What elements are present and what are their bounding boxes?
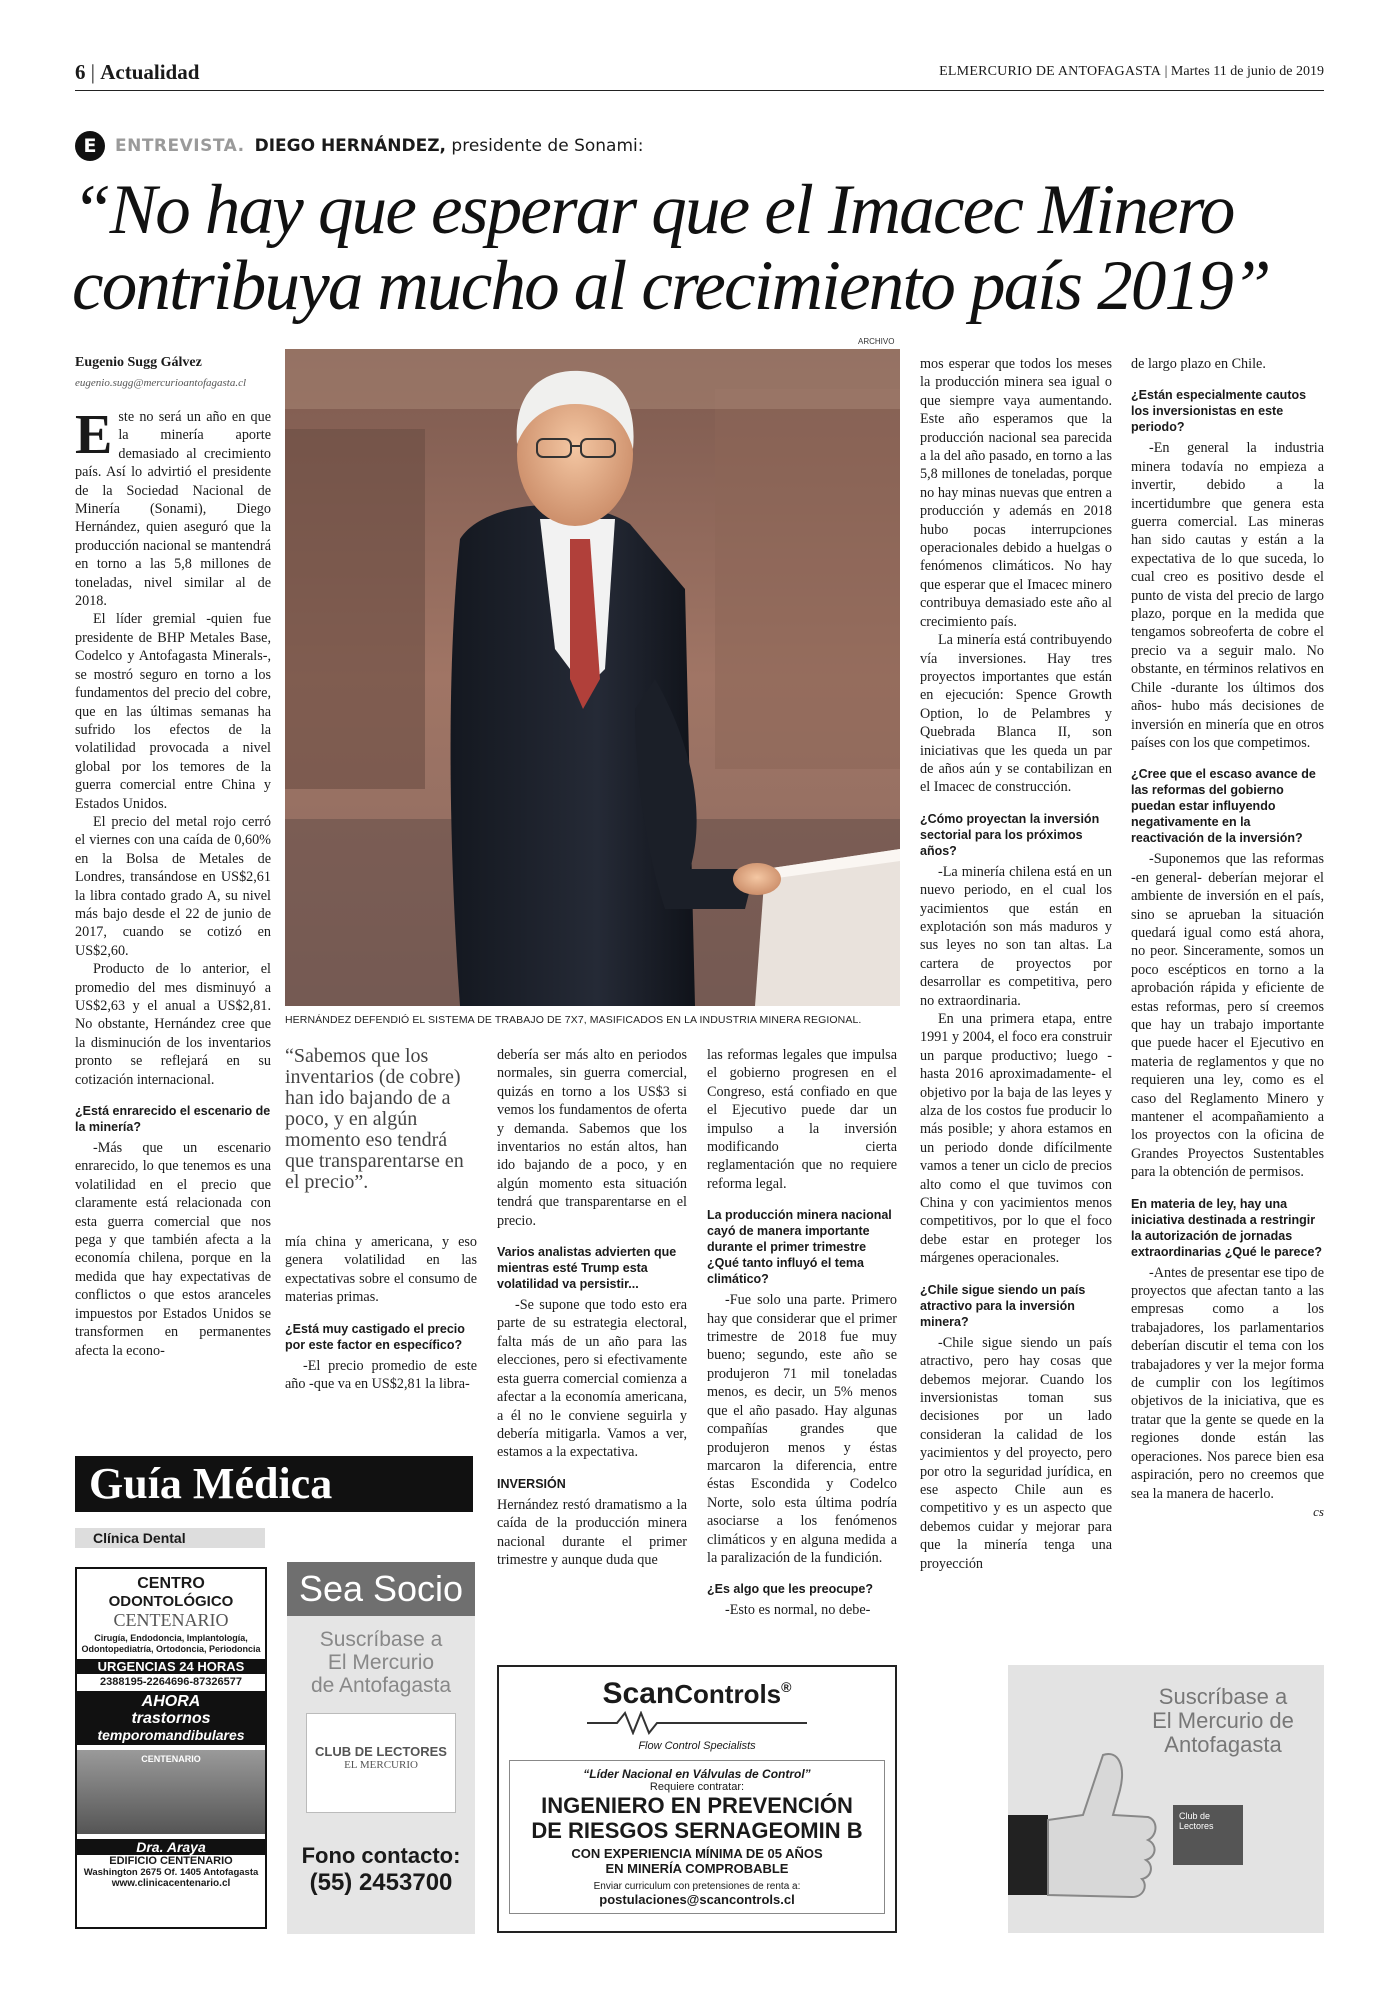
paper-masthead: ELMERCURIO DE ANTOFAGASTA | Martes 11 de junio de 2019: [939, 64, 1324, 79]
ad-doctor: Dra. Araya: [77, 1839, 265, 1855]
ad-building: EDIFICIO CENTENARIO: [109, 1855, 233, 1867]
dental-clinic-ad[interactable]: [75, 1567, 267, 1929]
ad-job-line: INGENIERO EN PREVENCIÓN: [541, 1793, 853, 1818]
card-line: CLUB DE LECTORES: [315, 1744, 447, 1759]
ad-line: Antofagasta: [1164, 1732, 1282, 1757]
job-ad-scancontrols[interactable]: [497, 1665, 897, 1933]
interview-kicker: [75, 131, 643, 161]
interview-answer: -Fue solo una parte. Primero hay que considerar que el primer trimestre de 2018 fue muy bueno; segundo, este año se produjeron 71 mil toneladas menos, es decir, un 5% menos que el año pasado. Hay algunas compañías grandes que produjeron menos y éstas marcaron la diferencia, entre éstas Escondida y Codelco Norte, solo esta última podría asociarse a los fenómenos climáticos y en alguna medida a la paralización de la fundición.: [707, 1292, 897, 1566]
paragraph: mos esperar que todos los meses la producción minera sea igual o que siempre vaya aumentando. Este año esperamos que la producción nacional sea parecida a la del año pasado, en torno a las 5,8 millones de toneladas, porque no hay minas nuevas que entren a producción y además en 2018 hubo pocas interrupciones operacionales debido a huelgas o fenómenos climáticos. No hay que esperar que el Imacec minero contribuya demasiado este año al crecimiento país.: [920, 356, 1112, 630]
headline: “No hay que esperar que el Imacec Minero contribuya mucho al crecimiento país 2019”: [72, 171, 1270, 325]
ad-title: Sea Socio: [287, 1562, 475, 1616]
paragraph: Hernández restó dramatismo a la caída de la producción minera nacional durante el primer trimestre y aunque duda que: [497, 1496, 687, 1568]
interview-question: Varios analistas advierten que mientras esté Trump esta volatilidad va persistir...: [497, 1245, 677, 1292]
interview-question: ¿Están especialmente cautos los inversionistas en este periodo?: [1131, 388, 1307, 435]
section-name: Actualidad: [100, 60, 200, 84]
article-lead: ste no será un año en que la minería aporte demasiado al crecimiento país. Así lo advirtió el presidente de la Sociedad Nacional de Minería (Sonami), Diego Hernández, quien aseguró que la producción nacional se mantendrá en torno a las 5,8 millones de toneladas, nivel similar al de 2018.: [75, 409, 271, 610]
ad-tras2: temporomandibulares: [97, 1727, 245, 1743]
interview-answer: -Más que un escenario enrarecido, lo que tenemos es una volatilidad en el precio que claramente está relacionada con esta guerra comercial que nos pega y que también afecta a la economía chilena, porque en la medida que hay expectativas de conflictos o que estos aranceles impuestos por Estados Unidos se transformen en permanentes afecta la econo-: [75, 1140, 271, 1359]
paragraph: mía china y americana, y eso genera volatilidad en las expectativas sobre el consumo de materias primas.: [285, 1234, 477, 1306]
ad-job-line: DE RIESGOS SERNAGEOMIN B: [531, 1818, 863, 1843]
paragraph: de largo plazo en Chile.: [1131, 356, 1266, 372]
interview-answer: -Suponemos que las reformas -en general- deberían mejorar el ambiente de inversión en el país, sino se aprueban la situación quedará igual como está ahora, no peor. Sinceramente, somos un poco escépticos en torno a la aprobación rápida y eficiente de estas reformas, pero sí creemos que hay un trabajo importante que puede hacer el Ejecutivo en materia de reglamentos y que no requieren una ley, como es el caso del Reglamento Minero y mantener el acompañamiento a los proyectos con la oficina de Grandes Proyectos Sustentables para la obtención de permisos.: [1131, 851, 1324, 1181]
ad-exp: CON EXPERIENCIA MÍNIMA DE 05 AÑOS: [571, 1846, 823, 1861]
end-mark: cs: [1313, 1503, 1324, 1519]
article-column-3: [497, 1046, 687, 1569]
page-number: 6: [75, 60, 86, 84]
waveform-icon: [587, 1711, 807, 1735]
portrait-photo: [285, 349, 900, 1006]
guia-medica-banner: Guía Médica: [75, 1456, 473, 1512]
interview-question: La producción minera nacional cayó de manera importante durante el primer trimestre ¿Qué tanto influyó el tema climático?: [707, 1208, 892, 1287]
article-column-5: [920, 355, 1112, 1573]
paragraph: Producto de lo anterior, el promedio del mes disminuyó a US$2,63 y el anual a US$2,81. No obstante, Hernández cree que la disminución de los inventarios pronto se reflejará en su cotización internacional.: [75, 961, 271, 1088]
paragraph: las reformas legales que impulsa el gobierno progresen en el Congreso, está confiado en que el Ejecutivo puede dar un impulso a la inversión modificando cierta reglamentación que no requiere reforma legal.: [707, 1047, 897, 1192]
interview-answer: -La minería chilena está en un nuevo periodo, en el cual los yacimientos que están en explotación son más maduros y sus leyes no son tan altas. La cartera de proyectos por desarrollar es competitiva, pero no extraordinaria.: [920, 863, 1112, 1009]
ad-line: Suscríbase a: [1158, 1684, 1288, 1709]
ad-send: Enviar curriculum con pretensiones de renta a:: [593, 1881, 801, 1892]
subheading: INVERSIÓN: [497, 1476, 566, 1491]
ad-line: CENTENARIO: [113, 1610, 229, 1630]
club-card: [306, 1713, 456, 1813]
thumbs-up-icon: [1008, 1745, 1158, 1905]
byline: [75, 355, 285, 389]
kicker-name: DIEGO HERNÁNDEZ,: [254, 136, 447, 156]
scan-logo: ScanControls®: [602, 1677, 792, 1710]
byline-email: eugenio.sugg@mercurioantofagasta.cl: [75, 377, 247, 389]
ad-email[interactable]: postulaciones@scancontrols.cl: [599, 1892, 795, 1907]
paragraph: debería ser más alto en periodos normales, sin guerra comercial, quizás en torno a los US$3 si vemos los fundamentos de oferta y demanda. Sabemos que los inventarios no están altos, han ido bajando de a poco, y en algún momento esta situación tendrá que transparentarse en el precio.: [497, 1047, 687, 1229]
logo-part: Scan: [602, 1677, 675, 1710]
paragraph: El líder gremial -quien fue presidente de BHP Metales Base, Codelco y Antofagasta Minerals-, se mostró seguro en torno a los fundamentos del precio del cobre, que en las últimas semanas ha sufrido los efectos de la volatilidad provocada a nivel global por los temores de la guerra comercial entre China y Estados Unidos.: [75, 611, 271, 812]
club-card: Club de Lectores: [1173, 1805, 1243, 1865]
kicker-label: ENTREVISTA.: [115, 136, 245, 156]
photo-credit: ARCHIVO: [858, 337, 895, 346]
photo-caption: HERNÁNDEZ DEFENDIÓ EL SISTEMA DE TRABAJO DE 7X7, MASIFICADOS EN LA INDUSTRIA MINERA REGIONAL.: [285, 1014, 862, 1026]
interview-question: En materia de ley, hay una iniciativa destinada a restringir la autorización de jornadas extraordinarias ¿Qué le parece?: [1131, 1196, 1323, 1259]
ad-urgencias: URGENCIAS 24 HORAS: [77, 1659, 265, 1674]
ad-line: CENTRO: [137, 1575, 205, 1592]
ad-line: El Mercurio de: [1152, 1708, 1294, 1733]
pull-quote: “Sabemos que los inventarios (de cobre) han ido bajando de a poco, y en algún momento eso tendrá que transparentarse en el precio”.: [285, 1045, 464, 1193]
paragraph: El precio del metal rojo cerró el viernes con una caída de 0,60% en la Bolsa de Metales de Londres, transándose en US$2,61 la libra contado grado A, su nivel más bajo desde el 22 de junio de 2017, cuando se cotizó en US$2,60.: [75, 813, 271, 959]
interview-question: ¿Está muy castigado el precio por este factor en específico?: [285, 1321, 465, 1352]
interview-answer: -El precio promedio de este año -que va en US$2,81 la libra-: [285, 1357, 477, 1393]
interview-question: ¿Cómo proyectan la inversión sectorial para los próximos años?: [920, 811, 1100, 858]
ad-line: de Antofagasta: [310, 1674, 452, 1697]
ad-line: Suscríbase a: [319, 1628, 443, 1651]
paragraph: La minería está contribuyendo vía inversiones. Hay tres proyectos importantes que están en ejecución: Spence Growth Option, lo de Pelambres y Quebrada Blanca II, son iniciativas que les queda un par de años aún y se contabilizan en el Imacec de construcción.: [920, 632, 1112, 796]
ad-ahora: AHORA: [141, 1693, 201, 1710]
article-column-2: [285, 1233, 477, 1393]
article-column-1: [75, 404, 271, 1360]
interview-answer: -En general la industria minera todavía no empieza a invertir, debido a la incertidumbre que genera esta guerra comercial. Las mineras han sido cautas y están a la expectativa de lo que suceda, lo cual creo es positivo desde el punto de vista del precio de largo plazo, porque en la medida que tengamos sobreoferta de cobre el precio va a seguir malo. No obstante, en términos relativos en Chile -durante los últimos dos años- hubo más decisiones de inversión en minería que en otros países con los que competimos.: [1131, 440, 1324, 751]
interview-question: ¿Chile sigue siendo un país atractivo para la inversión minera?: [920, 1282, 1086, 1329]
subscription-ad[interactable]: [287, 1562, 475, 1934]
interview-answer: -Chile sigue siendo un país atractivo, pero hay cosas que debemos mejorar. Cuando los inversionistas toman sus decisiones por un lado consideran la calidad de los yacimientos y del proyecto, pero por otro la seguridad jurídica, en ese aspecto Chile aun es competitivo y es un aspecto que debemos cuidar y mejorar para que la minería tenga una proyección: [920, 1334, 1112, 1572]
ad-tagline: Flow Control Specialists: [638, 1740, 756, 1752]
interview-badge-icon: E: [75, 131, 105, 161]
interview-answer: -Esto es normal, no debe-: [725, 1602, 871, 1619]
card-line: EL MERCURIO: [344, 1759, 418, 1771]
ad-phone[interactable]: (55) 2453700: [309, 1869, 453, 1896]
interview-answer: -Se supone que todo esto era parte de su estrategia electoral, falta más de un año para las elecciones, pero si efectivamente esta guerra comercial comienza a afectar a la economía americana, a él no le conviene seguirla y debería mitigarla. Vamos a ver, estamos a la expectativa.: [497, 1297, 687, 1461]
paper-date: Martes 11 de junio de 2019: [1170, 64, 1324, 79]
interview-question: ¿Es algo que les preocupe?: [707, 1582, 874, 1597]
photo-brand: CENTENARIO: [141, 1754, 201, 1764]
header-rule: [75, 90, 1324, 91]
page-section-header: 6 | Actualidad: [75, 60, 200, 84]
byline-author: Eugenio Sugg Gálvez: [75, 355, 202, 370]
guia-subsection: Clínica Dental: [75, 1528, 265, 1548]
ad-web[interactable]: www.clinicacentenario.cl: [111, 1878, 231, 1889]
ad-services: Cirugía, Endodoncia, Implantología, Odontopediatría, Ortodoncia, Periodoncia: [81, 1633, 261, 1654]
ad-phones: 2388195-2264696-87326577: [100, 1676, 242, 1688]
ad-leader: “Líder Nacional en Válvulas de Control”: [583, 1767, 811, 1781]
interview-question: ¿Cree que el escaso avance de las reformas del gobierno puedan estar influyendo negativamente en la reactivación de la inversión?: [1131, 767, 1316, 846]
ad-contact: Fono contacto:: [301, 1843, 461, 1868]
ad-address: Washington 2675 Of. 1405 Antofagasta: [83, 1867, 259, 1878]
ad-exp: EN MINERÍA COMPROBABLE: [605, 1861, 789, 1876]
article-column-6: [1131, 355, 1324, 1521]
article-column-4: [707, 1046, 897, 1620]
ad-line: ODONTOLÓGICO: [108, 1593, 234, 1610]
ad-tras1: trastornos: [131, 1710, 211, 1727]
staff-photo: [77, 1750, 265, 1834]
interview-question: ¿Está enrarecido el escenario de la minería?: [75, 1104, 271, 1135]
portrait-illustration: [285, 349, 900, 1006]
logo-part: Controls: [674, 1679, 782, 1709]
paragraph: En una primera etapa, entre 1991 y 2004, el foco era construir un parque productivo; luego -hasta 2016 aproximadamente- el objetivo por la baja de las leyes y alza de los costos fue producir lo más posible; y ahora estamos en un periodo donde difícilmente vamos a tener un ciclo de precios alto como el que tuvimos con China y con yacimientos menos competitivos, por lo que el foco debe estar en proteger los márgenes operacionales.: [920, 1011, 1112, 1267]
ad-line: El Mercurio: [327, 1651, 435, 1674]
ad-requires: Requiere contratar:: [649, 1781, 745, 1793]
drop-cap: E: [75, 404, 113, 466]
subscription-ad-thumbs[interactable]: [1008, 1665, 1324, 1933]
paper-name: ELMERCURIO DE ANTOFAGASTA: [939, 64, 1162, 79]
interview-answer: -Antes de presentar ese tipo de proyectos que afectan tanto a las empresas como a los trabajadores, los parlamentarios deberían discutir el tema con los trabajadores y ver la mejor forma de cumplir con los legítimos objetivos de la iniciativa, que es tratar que la gente se quede en la regiones donde están las operaciones. Nos parece bien esa aspiración, pero no creemos que sea la manera de hacerlo.: [1131, 1264, 1324, 1502]
kicker-role: presidente de Sonami:: [451, 136, 644, 156]
